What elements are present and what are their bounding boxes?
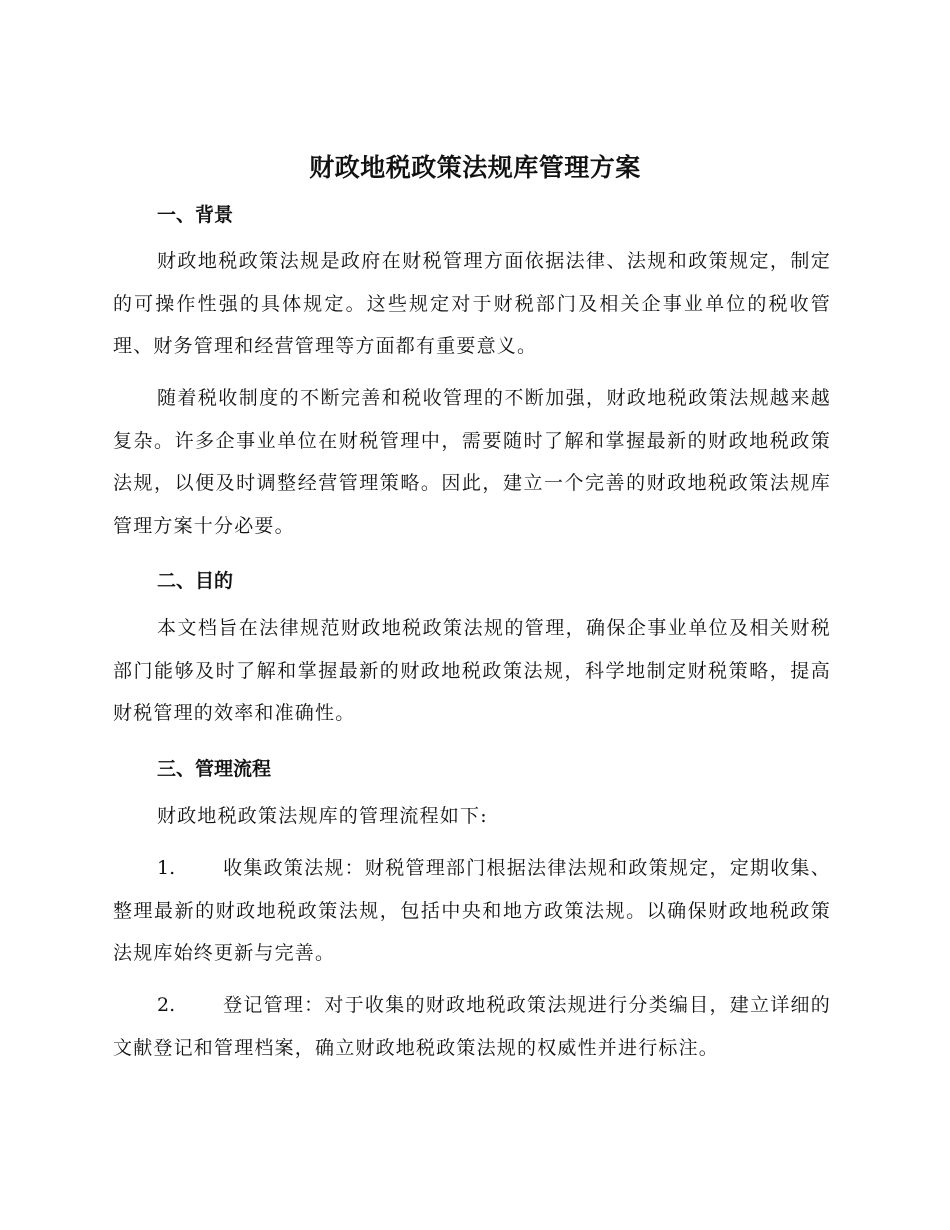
list-item-number: 2. [157, 994, 176, 1016]
list-item-number: 1. [157, 857, 176, 879]
paragraph-process-intro: 财政地税政策法规库的管理流程如下: [157, 805, 488, 827]
section-heading-background: 一、背景 [157, 204, 234, 226]
paragraph-purpose: 本文档旨在法律规范财政地税政策法规的管理，确保企事业单位及相关财税部门能够及时了解和掌握最新的财政地税政策法规，科学地制定财税策略，提高财税管理的效率和准确性。 [113, 617, 831, 724]
paragraph-background-1: 财政地税政策法规是政府在财税管理方面依据法律、法规和政策规定，制定的可操作性强的具体规定。这些规定对于财税部门及相关企事业单位的税收管理、财务管理和经营管理等方面都有重要意义。 [113, 250, 831, 357]
list-item [113, 847, 831, 975]
paragraph-background-2: 随着税收制度的不断完善和税收管理的不断加强，财政地税政策法规越来越复杂。许多企事业单位在财税管理中，需要随时了解和掌握最新的财政地税政策法规，以便及时调整经营管理策略。因此，建立一个完善的财政地税政策法规库管理方案十分必要。 [113, 387, 831, 537]
list-item-text: 登记管理：对于收集的财政地税政策法规进行分类编目，建立详细的文献登记和管理档案，确立财政地税政策法规的权威性并进行标注。 [113, 994, 831, 1059]
list-item-text: 收集政策法规：财税管理部门根据法律法规和政策规定，定期收集、整理最新的财政地税政策法规，包括中央和地方政策法规。以确保财政地税政策法规库始终更新与完善。 [113, 857, 831, 964]
list-item [113, 984, 831, 1069]
section-heading-process: 三、管理流程 [157, 758, 272, 780]
section-heading-purpose: 二、目的 [157, 570, 234, 592]
document-title: 财政地税政策法规库管理方案 [309, 153, 641, 182]
